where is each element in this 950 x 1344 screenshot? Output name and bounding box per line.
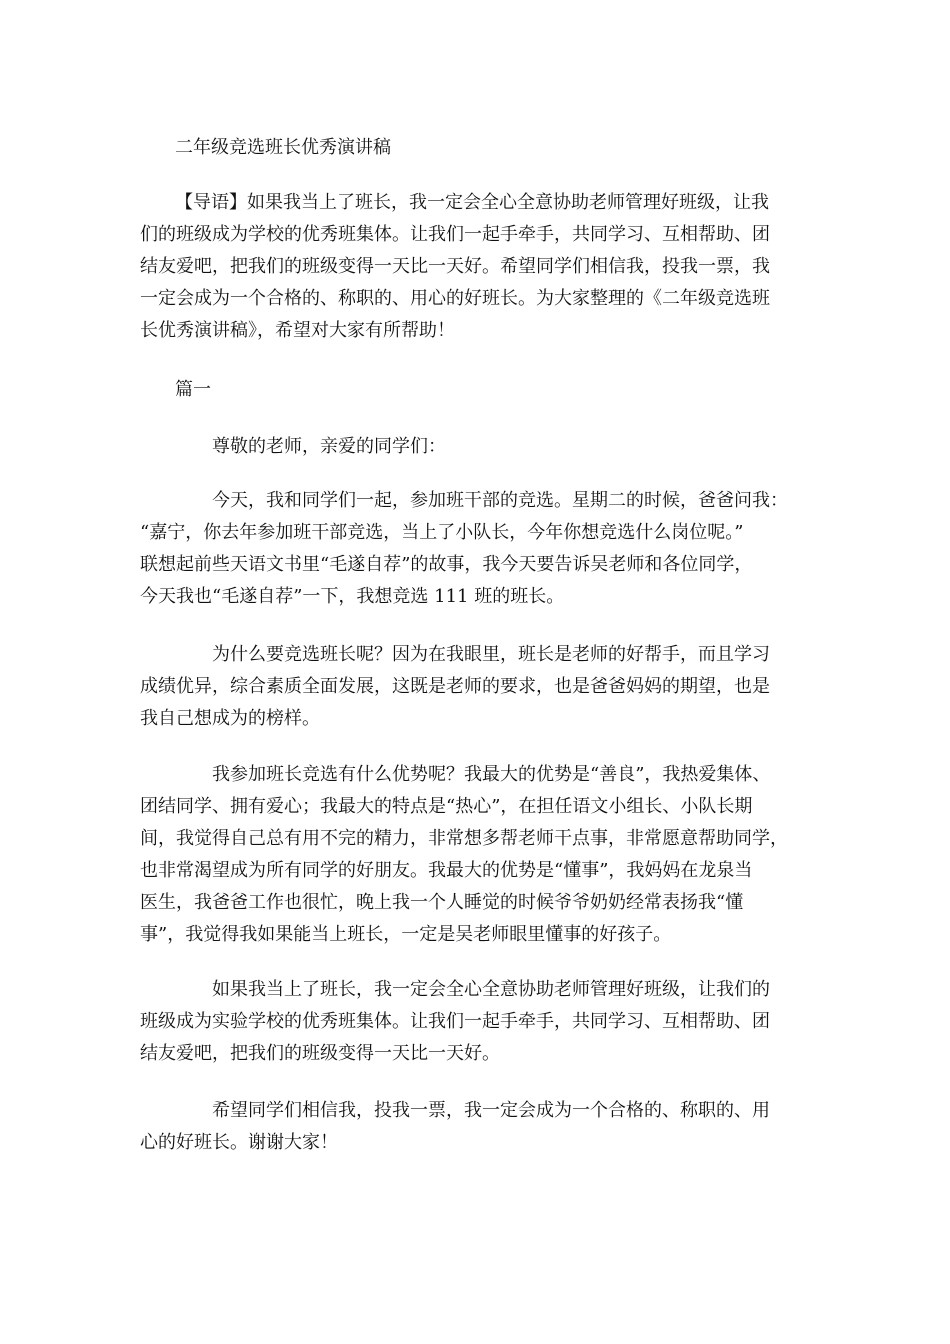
- speech-paragraph: [140, 639, 810, 735]
- paragraph-line: 心的好班长。谢谢大家！: [140, 1132, 338, 1153]
- intro-paragraph: [140, 187, 810, 347]
- paragraph-line: 间，我觉得自己总有用不完的精力，非常想多帮老师干点事，非常愿意帮助同学，: [140, 828, 788, 849]
- paragraph-line: 希望同学们相信我，投我一票，我一定会成为一个合格的、称职的、用: [212, 1100, 770, 1121]
- paragraph-line: 如果我当上了班长，我一定会全心全意协助老师管理好班级，让我们的: [212, 979, 770, 1000]
- paragraph-line: 事”，我觉得我如果能当上班长，一定是吴老师眼里懂事的好孩子。: [140, 924, 672, 945]
- paragraph-line: 团结同学、拥有爱心；我最大的特点是“热心”，在担任语文小组长、小队长期: [140, 796, 753, 817]
- speech-paragraph: [140, 759, 810, 951]
- intro-line: 们的班级成为学校的优秀班集体。让我们一起手牵手，共同学习、互相帮助、团: [140, 224, 770, 245]
- paragraph-line: 结友爱吧，把我们的班级变得一天比一天好。: [140, 1043, 500, 1064]
- paragraph-line: 我参加班长竞选有什么优势呢？我最大的优势是“善良”，我热爱集体、: [212, 764, 771, 785]
- paragraph-line: “嘉宁，你去年参加班干部竞选，当上了小队长，今年你想竞选什么岗位呢。”: [140, 522, 744, 543]
- paragraph-line: 我自己想成为的榜样。: [140, 708, 320, 729]
- intro-line: 一定会成为一个合格的、称职的、用心的好班长。为大家整理的《二年级竞选班: [140, 288, 770, 309]
- paragraph-line: 今天，我和同学们一起，参加班干部的竞选。星期二的时候，爸爸问我：: [212, 490, 788, 511]
- paragraph-line: 班级成为实验学校的优秀班集体。让我们一起手牵手，共同学习、互相帮助、团: [140, 1011, 770, 1032]
- intro-line: 长优秀演讲稿》，希望对大家有所帮助！: [140, 320, 455, 341]
- paragraph-line: 成绩优异，综合素质全面发展，这既是老师的要求，也是爸爸妈妈的期望，也是: [140, 676, 770, 697]
- paragraph-line: 联想起前些天语文书里“毛遂自荐”的故事，我今天要告诉吴老师和各位同学，: [140, 554, 753, 575]
- page-title: 二年级竞选班长优秀演讲稿: [175, 137, 391, 158]
- paragraph-line: 也非常渴望成为所有同学的好朋友。我最大的优势是“懂事”，我妈妈在龙泉当: [140, 860, 753, 881]
- paragraph-line: 为什么要竞选班长呢？因为在我眼里，班长是老师的好帮手，而且学习: [212, 644, 770, 665]
- intro-line: 结友爱吧，把我们的班级变得一天比一天好。希望同学们相信我，投我一票，我: [140, 256, 770, 277]
- speech-paragraph: [140, 1095, 810, 1159]
- intro-line: 【导语】如果我当上了班长，我一定会全心全意协助老师管理好班级，让我: [175, 192, 769, 213]
- paragraph-line: 今天我也“毛遂自荐”一下，我想竞选 111 班的班长。: [140, 586, 565, 607]
- section-label: 篇一: [175, 379, 211, 400]
- speech-paragraph: [140, 974, 810, 1070]
- paragraph-line: 医生，我爸爸工作也很忙，晚上我一个人睡觉的时候爷爷奶奶经常表扬我“懂: [140, 892, 744, 913]
- salutation-paragraph: [140, 431, 810, 463]
- paragraph-line: 尊敬的老师，亲爱的同学们：: [212, 436, 446, 457]
- speech-paragraph: [140, 485, 810, 613]
